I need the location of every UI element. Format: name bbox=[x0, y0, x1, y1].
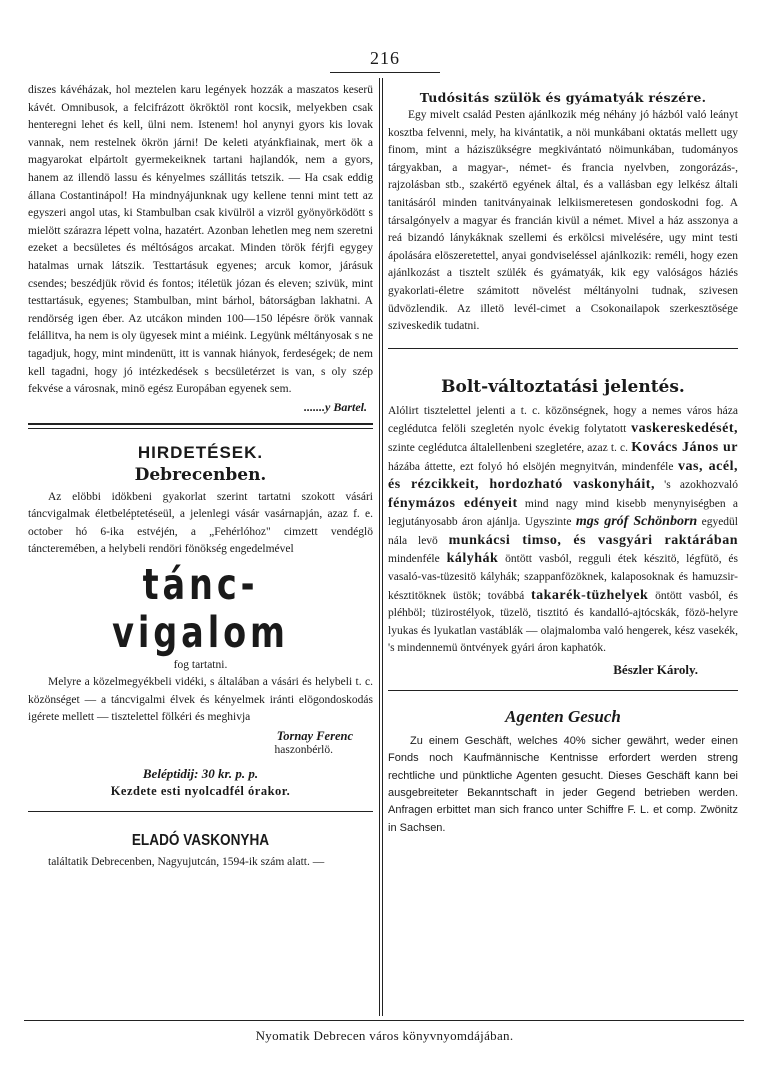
sale-text: találtatik Debrecenben, Nagyujutcán, 1594-ik szám alatt. — bbox=[48, 855, 325, 868]
shop-emphasis-2: Kovács János ur bbox=[631, 439, 738, 455]
footer-rule bbox=[24, 1020, 744, 1021]
shop-text-2: szinte ceglédutca általellenbeni szegletére, azaz t. c. bbox=[388, 441, 629, 454]
shop-text-3: házába áttette, ezt folyó hó elsöjén megnyitván, mindenféle bbox=[388, 460, 674, 473]
shop-text-10: öntött vasból, és pléhböl; tüzirostélyok, tüzelö, tisztitó és kandalló-ajtócskák, fözö-helyre lyukas és lyukatlan vastáblák — olajmalomba való hengerek, kész vasekék, 's mindennemü öntvények gyári áron kaphatók. bbox=[388, 589, 738, 655]
printer-imprint: Nyomatik Debrecen város könyvnyomdájában. bbox=[255, 1028, 514, 1043]
shop-rule bbox=[388, 348, 738, 349]
shop-emphasis-7: munkácsi timso, és vasgyári raktárában bbox=[448, 532, 738, 548]
shop-emphasis-8: kályhák bbox=[446, 551, 499, 567]
left-column bbox=[28, 82, 373, 871]
shop-text-7: egyedül nála levö bbox=[388, 516, 738, 547]
shop-emphasis-9: takarék-tüzhelyek bbox=[530, 587, 649, 603]
shop-text-4: 's azokhozvaló bbox=[664, 479, 738, 492]
start-time: Kezdete esti nyolcadfél órakor. bbox=[110, 783, 291, 798]
dance-ad-intro: Az elöbbi idökbeni gyakorlat szerint tartatni szokott vásári táncvigalmak életbeléptetéseül, a jelenlegi vásár vasárnapján, azaz f. e. october hó 6-ika estvéjén, a „Fehérlóhoz" cimzett vendéglö táncteremében, a helybeli rendöri fönökség engedelmével bbox=[28, 490, 373, 556]
shop-text-8: mindenféle bbox=[388, 553, 440, 566]
shop-text-9: öntött vasból, regguli étek készitö, légfütö, és vasaló-vas-tüzesitö kályhák; szappanfözöknek, kalaposoknak és hamuzsir-késztitöknek üstök; továbbá bbox=[388, 553, 739, 602]
dance-invite-text: Melyre a közelmegyékbeli vidéki, s általában a vásári és helybeli t. c. közönséget — a táncvigalmi élvek és kényelmek iránti elögondoskodás igérete mellett — tisztelettel fölkéri és meghivja bbox=[28, 676, 373, 724]
right-column bbox=[388, 82, 738, 837]
sale-rule bbox=[28, 811, 373, 812]
shop-heading: Bolt-változtatási jelentés. bbox=[441, 376, 685, 397]
advertisement-town: Debrecenben. bbox=[134, 464, 267, 485]
sale-heading: ELADÓ VASKONYHA bbox=[131, 831, 270, 849]
notice-text: Egy mivelt család Pesten ajánlkozik még néhány jó házból való leányt kosztba felvenni, mely, ha kivántatik, a nöi munkábani oktatás mellett ugy finom, mint a háziszükségre megkivántató nöimunkában, tudományos tárgyakban, a magyar-, német- és francia nyelvben, zongorázás-, rajzolásban stb., szakértö egyének által, és a vallásban egy lelkész általi tanitásáról minden tanitványainak lelkiismeretesen gondoskodni fog. A társalgónyelv a magyar és francián kivül a német. Mivel a ház asszonya a reá bizandó lánykáknak szellemi és erkölcsi mivelésére, ugy mint testi ápolására elöszeretettel, anyai gondviseléssel ajánlkozik: reméli, hogy ezen ajánlkozást a tisztelt szülék és gyámatyák, kik egy valóságos háziés gyakorlati-életre számitott növelést méltányolni tudnak, szivesen üdvözlendik. Az illetö levél-cimet a Csokonailapok szerkesztösége sziveskedik tudatni. bbox=[388, 109, 738, 333]
notice-heading: Tudósitás szülök és gyámatyák részére. bbox=[419, 90, 707, 105]
page-number-rule bbox=[330, 72, 440, 73]
column-divider bbox=[379, 78, 383, 1016]
shop-text-6: Ugyszinte bbox=[524, 516, 572, 529]
agent-rule bbox=[388, 690, 738, 691]
entry-fee: Beléptidij: 30 kr. p. p. bbox=[142, 765, 259, 781]
agent-heading: Agenten Gesuch bbox=[505, 707, 621, 727]
page-number: 216 bbox=[370, 48, 400, 68]
shop-emphasis-4: fénymázos edényeit bbox=[388, 495, 518, 511]
shop-signature: Bészler Károly. bbox=[613, 662, 698, 678]
section-double-rule bbox=[28, 423, 373, 429]
article-signature: .......y Bartel. bbox=[304, 399, 367, 414]
travel-article-text: diszes kávéházak, hol meztelen karu legények hozzák a maszatos keserü kávét. Omnibusok, a felcifrázott ökröktöl ront kocsik, melyekben csak henteregni lehet és kell, ülni nem. Istenem! hol anynyi gyors kis lovak vannak, nem restelnek ökrön járni! De keleti atyánkfiainak, mert ök a magyarokat elpártolt gyermekeiknek tartani hajlandók, nem a gyors, hanem az illendö lassu és kényelmes szállitás tetszik. — Ha csak eddig állana Costantinápol! Ha mindnyájunknak ugy kellene tenni mint tett az egyszeri angol utas, ki Stambulban csak kivülröl a vizröl gyönyörködött s mielött szárazra lépett volna, hazatért. Azonban lehetlen meg nem szeretni ezeket a becsületes és méltóságos arcakat. Minden török férjfi egygey hatalmas urnak látszik. Testtartásuk egyenes; arcuk komor, járásuk csendes; beszédjük rövid és fontos; itéletük józan és eleven; szivük, mint testtartásuk, egyenes; Stambulban, mint bárhol, bátorságban lakhatni. A rendörség igen éber. Az utcákon minden 100—150 lépésre örök vannak felállitva, ha nem is oly ügyesek mint a miéink. Legyünk méltányosak s ne tagadjuk, hogy, mint mindenütt, itt is vannak hiányok, ferdeségek; de nem kell tagadni, hogy jó intézkedések s becsületérzet is van, s oly szép fekvése a városnak, minö egész Europában egyenek sem. bbox=[28, 84, 373, 396]
shop-text-5: mind nagy mind kisebb menynyiségben a legjutányosabb áron ajánlja. bbox=[388, 497, 738, 529]
agent-text: Zu einem Geschäft, welches 40% sicher gewährt, weder einen Fonds noch Kaufmännische Kentnisse erfordert werden streng rechtliche und pünktliche Agenten gesucht. Dieses Geschäft kann bei ausgebreiteter Bekanntschaft in jeder Gegend betrieben werden. Anfragen erbittet man sich franco unter Schiffre F. L. et comp. Zwönitz in Sachsen. bbox=[388, 735, 738, 834]
dance-signer-role: haszonbérlö. bbox=[274, 743, 333, 756]
shop-notice-text bbox=[388, 403, 738, 658]
shop-emphasis-3: vas, acél, és rézcikkeit, hordozható vaskonyháit, bbox=[388, 458, 738, 493]
shop-emphasis-6: mgs gróf Schönborn bbox=[575, 514, 698, 530]
shop-emphasis-1: vaskereskedését, bbox=[631, 421, 739, 437]
dance-held-text: fog tartatni. bbox=[173, 659, 228, 672]
dance-signer-name: Tornay Ferenc bbox=[276, 728, 353, 743]
shop-text-1: Alólirt tisztelettel jelenti a t. c. közönségnek, hogy a nemes város háza ceglédutca felöli szegletén nyolc évekig folytatott bbox=[388, 404, 738, 436]
dance-title: tánc-vigalom bbox=[112, 560, 289, 659]
advertisements-heading: HIRDETÉSEK. bbox=[137, 442, 264, 462]
